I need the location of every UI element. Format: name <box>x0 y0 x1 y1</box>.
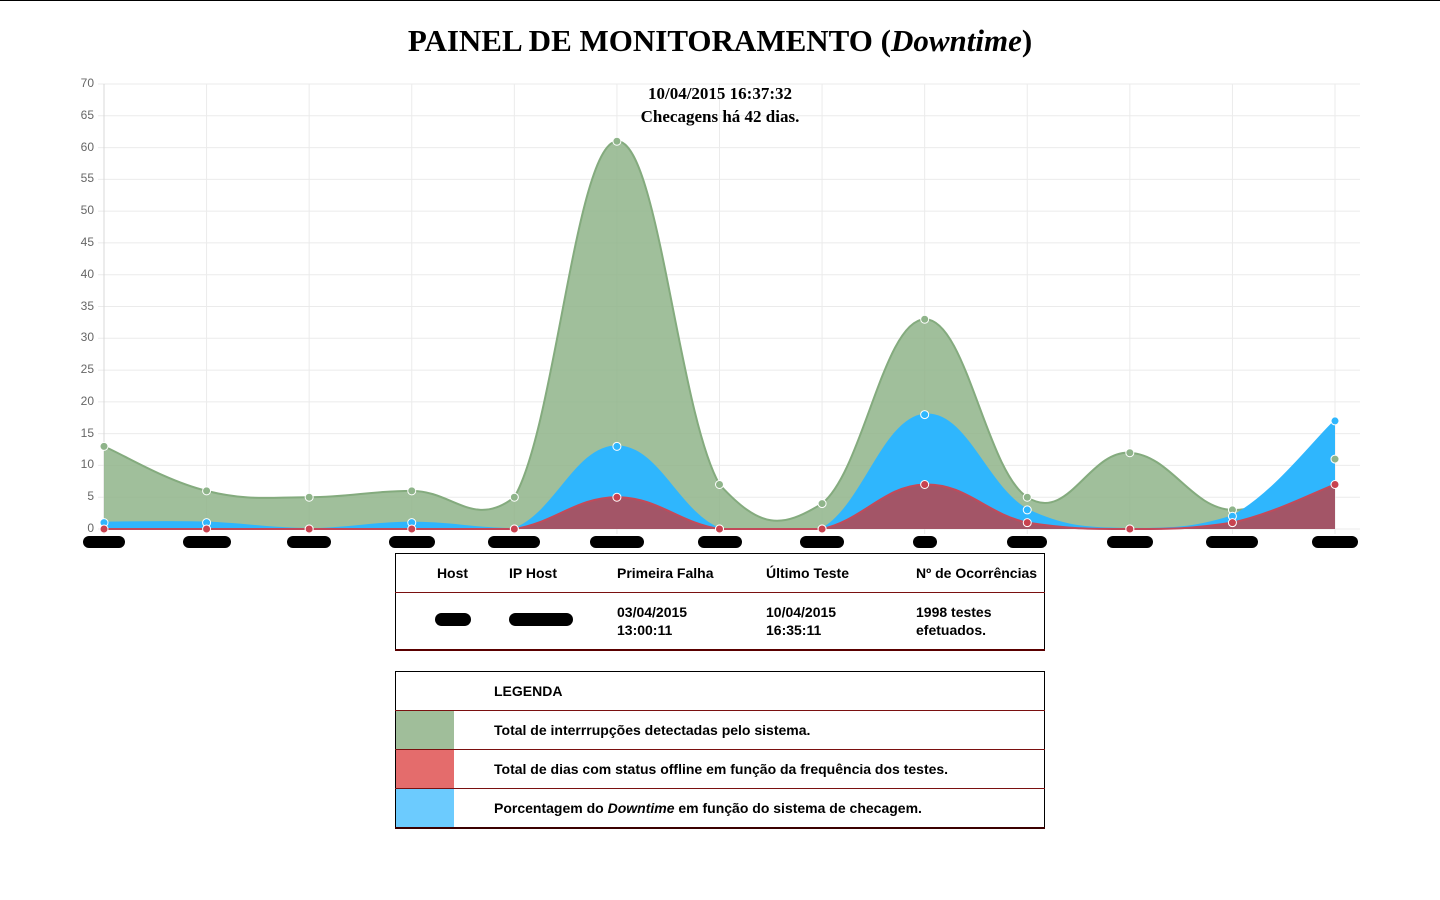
first-failure-time: 13:00:11 <box>617 622 673 638</box>
cell-ip-host <box>509 593 617 651</box>
header-host: Host <box>396 554 510 593</box>
legend-header-spacer <box>396 672 455 711</box>
legend-swatch-green <box>396 711 455 750</box>
legend-title: LEGENDA <box>494 683 563 699</box>
legend-text-offline-days: Total de dias com status offline em função da frequência dos testes. <box>454 750 1045 789</box>
last-test-date: 10/04/2015 <box>766 604 837 620</box>
legend-item-offline-days <box>396 750 1045 789</box>
y-tick-label: 55 <box>80 171 94 186</box>
x-tick-label-redacted <box>389 536 435 548</box>
legend-swatch-red <box>396 750 455 789</box>
y-tick-label: 60 <box>80 139 94 154</box>
y-tick-label: 10 <box>80 457 94 472</box>
header-first-failure: Primeira Falha <box>617 554 766 593</box>
x-tick-label-redacted <box>83 536 125 548</box>
y-tick-label: 5 <box>87 489 94 504</box>
redacted-host <box>435 613 471 626</box>
occurrences-line2: efetuados. <box>916 622 987 638</box>
x-tick-label-redacted <box>1107 536 1153 548</box>
legend-item-interruptions <box>396 711 1045 750</box>
y-tick-label: 20 <box>80 393 94 408</box>
header-ip-host: IP Host <box>509 554 617 593</box>
y-tick-label: 0 <box>87 521 94 535</box>
occurrences-line1: 1998 testes <box>916 604 992 620</box>
header-occurrences: Nº de Ocorrências <box>916 554 1045 593</box>
chart-checks-since: Checagens há 42 dias. <box>640 107 800 126</box>
x-tick-label-redacted <box>800 536 844 548</box>
x-tick-label-redacted <box>287 536 331 548</box>
x-tick-label-redacted <box>1007 536 1047 548</box>
cell-occurrences <box>916 593 1045 651</box>
legend-text-downtime-percent <box>454 789 1045 829</box>
x-tick-label-redacted <box>913 536 937 548</box>
table-row <box>396 593 1045 651</box>
legend-swatch-blue <box>396 789 455 829</box>
redacted-ip <box>509 613 573 626</box>
x-tick-label-redacted <box>698 536 742 548</box>
last-test-time: 16:35:11 <box>766 622 822 638</box>
first-failure-date: 03/04/2015 <box>617 604 688 620</box>
cell-first-failure <box>617 593 766 651</box>
legend-item-downtime-percent <box>396 789 1045 829</box>
host-info-table <box>395 553 1045 651</box>
downtime-chart <box>0 1 1440 561</box>
y-tick-label: 50 <box>80 203 94 218</box>
legend-text-italic: Downtime <box>607 800 675 816</box>
legend-text-part: Porcentagem do <box>494 800 608 816</box>
y-tick-label: 35 <box>80 298 94 313</box>
title-text: PAINEL DE MONITORAMENTO ( <box>407 23 891 58</box>
y-tick-label: 65 <box>80 107 94 122</box>
x-tick-label-redacted <box>183 536 231 548</box>
x-tick-label-redacted <box>488 536 540 548</box>
legend-header-row <box>396 672 1045 711</box>
y-tick-label: 70 <box>80 76 94 90</box>
table-header-row <box>396 554 1045 593</box>
x-tick-label-redacted <box>1206 536 1258 548</box>
cell-last-test <box>766 593 916 651</box>
legend-text-interruptions: Total de interrrupções detectadas pelo sistema. <box>454 711 1045 750</box>
y-tick-label: 30 <box>80 330 94 345</box>
x-tick-label-redacted <box>1312 536 1358 548</box>
y-tick-label: 15 <box>80 425 94 440</box>
y-tick-label: 25 <box>80 362 94 377</box>
legend-text-part: em função do sistema de checagem. <box>674 800 922 816</box>
x-tick-label-redacted <box>590 536 644 548</box>
header-last-test: Último Teste <box>766 554 916 593</box>
cell-host <box>396 593 510 651</box>
title-end: ) <box>1021 23 1033 58</box>
title-italic: Downtime <box>890 23 1022 58</box>
legend-table <box>395 671 1045 829</box>
y-tick-label: 40 <box>80 266 94 281</box>
chart-timestamp: 10/04/2015 16:37:32 <box>647 84 793 103</box>
y-tick-label: 45 <box>80 234 94 249</box>
